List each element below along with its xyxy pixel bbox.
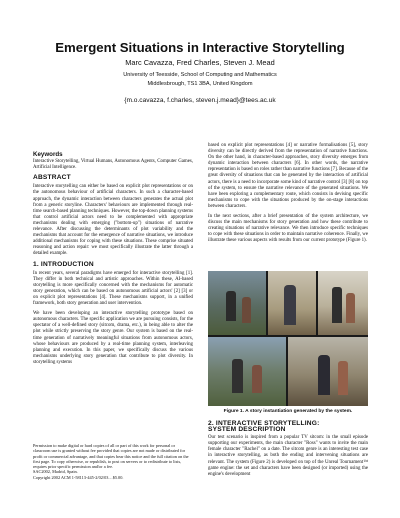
copyright-notice <box>33 443 193 480</box>
figure-panel-5 <box>288 337 368 406</box>
intro-paragraph-2: We have been developing an interactive storytelling prototype based on autonomous characters. The specific application we are pursuing consists, for the spectator of a well-defined story (sitcom, drama, etc.), in being able to alter the plot while strictly preserving the story genre. Our system is based on the real-time generation of narratively meaningful situations from autonomous actors, whose behaviours are produced by a real-time planning system, interleaving planning and execution. In this paper, we specifically discuss the various mechanisms underlying story generation that contribute to plot diversity. In storytelling systems <box>33 311 193 365</box>
keywords-text: Interactive Storytelling, Virtual Humans, Autonomous Agents, Computer Games, Artificial Intelligence. <box>33 159 193 171</box>
section-2-heading-line-1: 2. INTERACTIVE STORYTELLING: <box>208 420 320 427</box>
figure-panel-3 <box>318 271 368 335</box>
figure-1-screenshots <box>208 271 368 406</box>
keywords-heading: Keywords <box>33 151 63 158</box>
intro-paragraph-1: In recent years, several paradigms have emerged for interactive storytelling [1]. They differ in both technical and artistic approaches. Within these, AI-based storytelling is more specifically concerned with the mechanisms for automatic story generation, which can be based on autonomous artificial actors' [2] [3] or on explicit plot representations [4]. These mechanisms support, in a unified framework, both story generation and user intervention. <box>33 270 193 307</box>
affiliation-line-1: University of Teesside, School of Computing and Mathematics <box>123 72 277 78</box>
paper-authors: Marc Cavazza, Fred Charles, Steven J. Mead <box>125 58 275 67</box>
paper-title: Emergent Situations in Interactive Storytelling <box>55 40 345 55</box>
author-emails: {m.o.cavazza, f.charles, steven.j.mead}@tees.ac.uk <box>124 97 276 104</box>
figure-panel-4 <box>208 337 286 406</box>
abstract-text: Interactive storytelling can either be based on explicit plot representations or on the autonomous behaviour of artificial characters. In such a character-based approach, the dynamic interaction between characters generates the actual plot from a generic storyline. Characters' behaviours are implemented through real-time search-based planning techniques. However, the top-down planning systems that control artificial actors need to be complemented with appropriate mechanisms dealing with emerging ("bottom-up") situations of narrative relevance. After discussing the determinants of plot variability and the mechanisms that account for the emergence of narrative situations, we introduce additional mechanisms for coping with these situations. These comprise situated reasoning and action repair: we most specifically illustrate the latter through a detailed example. <box>33 184 193 257</box>
copyright-year: Copyright 2002 ACM 1-58113-445-2/02/03…$5.00. <box>33 474 124 480</box>
abstract-heading: ABSTRACT <box>33 174 71 182</box>
section-2-paragraph-1: Our test scenario is inspired from a popular TV sitcom: in the small episode supporting our experiments, the main character "Ross" wants to invite the main female character "Rachel" on a date. The sitcom genre is an interesting test case in interactive storytelling, as both the ending and intervening situations are relevant. The system (Figure 2) is developed on top of the Unreal Tournament™ game engine: the set and characters have been designed (or imported) using the engine's development <box>208 435 368 477</box>
figure-panel-2 <box>268 271 316 335</box>
left-column <box>33 152 193 370</box>
right-paragraph-2: In the next sections, after a brief presentation of the system architecture, we discuss the main mechanisms for story generation and how these contribute to creating situations of narrative relevance. We then introduce specific techniques to cope with these situations in order to maintain narrative coherence. Finally, we illustrate these various aspects with results from our current prototype (Figure 1). <box>208 214 368 244</box>
figure-panel-1 <box>208 271 266 335</box>
copyright-permission: Permission to make digital or hard copies of all or part of this work for personal or classroom use is granted without fee provided that copies are not made or distributed for profit or commercial advantage, and that copies bear this notice and the full citation on the first page. To copy otherwise, or republish, to post on servers or to redistribute to lists, requires prior specific permission and/or a fee. <box>33 443 189 470</box>
introduction-heading: 1. INTRODUCTION <box>33 260 94 268</box>
right-column-bottom <box>208 421 368 482</box>
conference-line: SAC2002, Madrid, Spain. <box>33 469 78 475</box>
figure-1-caption: Figure 1. A story instantiation generated by the system. <box>223 409 353 414</box>
section-2-heading-line-2: SYSTEM DESCRIPTION <box>208 426 286 434</box>
right-paragraph-1: based on explicit plot representations [4] or narrative formalisations [5], story diversity can be directly derived from the representation of narrative functions. On the other hand, in character-based approaches, story diversity emerges from dynamic interaction between characters [6]. In other words, the narrative representation is based on roles rather than narrative functions [7]. Because of the great diversity of situations that can be generated by the interaction of artificial actors, there is a need to incorporate some kind of narrative control [3] [8] on top of the system, to ensure the narrative relevance of the generated situations. We have been exploring a complementary route, which consists in devising specific mechanisms to cope with the situations produced by the on-stage interactions between characters. <box>208 143 368 209</box>
right-column-top <box>208 143 368 249</box>
affiliation-line-2: Middlesbrough, TS1 3BA, United Kingdom <box>147 81 253 87</box>
